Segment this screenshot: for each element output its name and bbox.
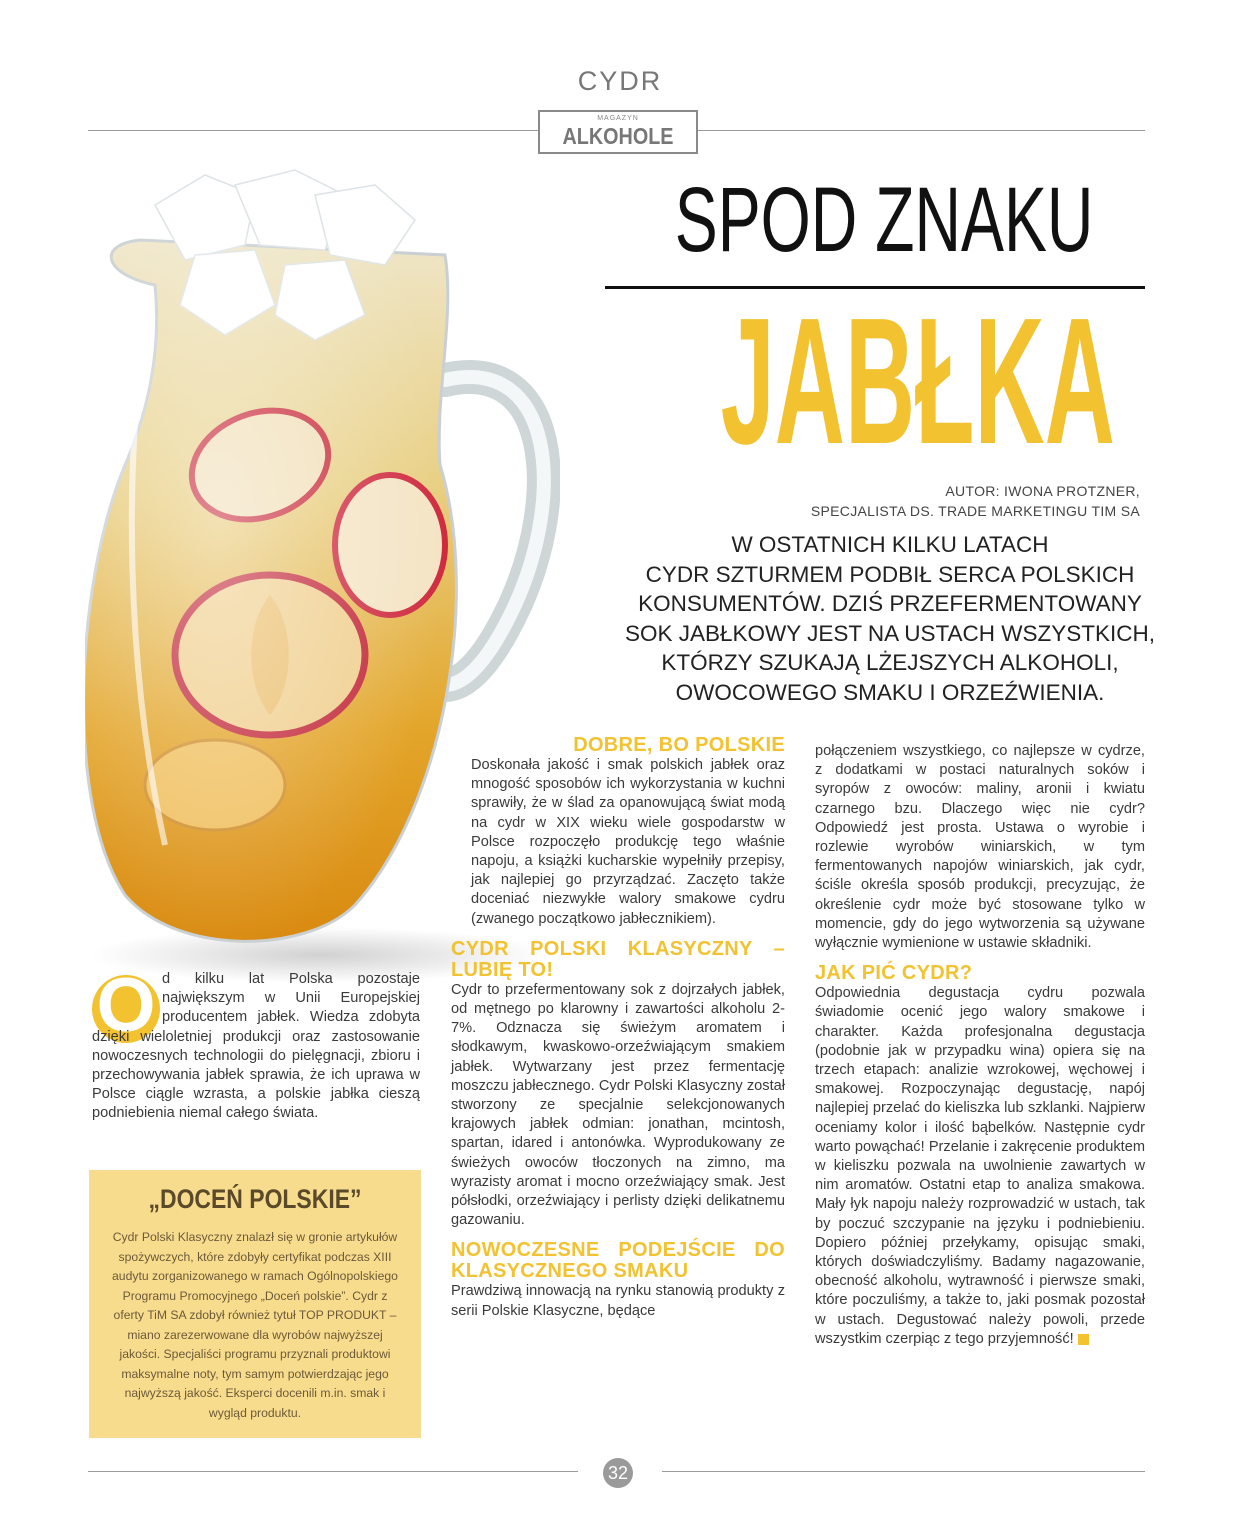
section-text: Doskonała jakość i smak polskich jabłek oraz mnogość sposobów ich wykorzystania w kuchni sprawiły, że w ślad za opanowującą świat modą na cydr w XIX wieku wiele gospodarstw w Polsce rozpoczęło produkcję tego właśnie napoju, a książki kucharskie wypełniły przepisy, jak najlepiej go przyrządzać. Zaczęto także doceniać niezwykłe walory smakowe cydru (zwanego początkowo jabłecznikiem). xyxy=(471,757,785,927)
magazine-logo xyxy=(538,110,698,154)
section-text-body: Odpowiednia degustacja cydru pozwala świadomie ocenić jego walory smakowe i charakter. Każda profesjonalna degustacja (podobnie jak w przypadku wina) opiera się na trzech etapach: analizie wzrokowej, węchowej i smakowej. Rozpoczynając degustację, napój najlepiej przelać do kieliszka lub szklanki. Najpierw oceniamy kolor i ilość bąbelków. Następnie cydr warto powąchać! Przelanie i zakręcenie produktem w kieliszku pozwala na uwolnienie zawartych w nim aromatów. Ostatni etap to analiza smakowa. Mały łyk napoju należy rozprowadzić w ustach, tak by poczuć szczypanie na języku i podniebieniu. Dopiero później przełykamy, opisując smaki, których doświadczyliśmy. Badamy nagazowanie, obecność alkoholu, wytrawność i pierwsze smaki, które poczuliśmy, a także to, jaki posmak pozostał w ustach. Degustować należy powoli, przede wszystkim czerpiąc z tego przyjemność! xyxy=(815,985,1145,1347)
title-line2: JABŁKA xyxy=(720,281,1115,482)
section-text: Prawdziwą innowacją na rynku stanowią produkty z serii Polskie Klasyczne, będące xyxy=(451,1283,785,1319)
page-number: 32 xyxy=(603,1458,633,1488)
section-heading: JAK PIĆ CYDR? xyxy=(815,962,973,985)
column-right xyxy=(815,742,1145,1349)
sidebar-box-text: Cydr Polski Klasyczny znalazł się w gronie artykułów spożywczych, które zdobyły certyfikat podczas XIII audytu zorganizowanego w ramach Ogólnopolskiego Programu Promocyjnego „Doceń polskie”. Cydr z oferty TiM SA zdobył również tytuł TOP PRODUKT – miano zarezerwowane dla wyrobów najwyższej jakości. Specjaliści programu przyznali produktowi maksymalne noty, tym samym potwierdzając jego najwyższą jakość. Eksperci docenili m.in. smak i wygląd produktu. xyxy=(112,1230,398,1420)
section-text: połączeniem wszystkiego, co najlepsze w cydrze, z dodatkami w postaci naturalnych soków i syropów z owoców: maliny, aronii i kwiatu czarnego bzu. Dlaczego więc nie cydr? Odpowiedź jest prosta. Ustawa o wyrobie i rozlewie wyrobów winiarskich, w tym fermentowanych napojów winiarskich, jak cydr, ściśle określa sposób produkcji, precyzując, że określenie cydr może być stosowane tylko w momencie, gdy do jego wytworzenia są używane wyłącznie wymienione w ustawie składniki. xyxy=(815,743,1145,952)
lead-line: SOK JABŁKOWY JEST NA USTACH WSZYSTKICH, xyxy=(624,620,1156,646)
drop-cap-letter: O xyxy=(96,963,156,1048)
lead-line: OWOCOWEGO SMAKU I ORZEŹWIENIA. xyxy=(675,679,1105,705)
lead-line: CYDR SZTURMEM PODBIŁ SERCA POLSKICH xyxy=(645,561,1135,587)
section-heading: CYDR POLSKI KLASYCZNY – LUBIĘ TO! xyxy=(451,937,785,981)
sidebar-box-title: „DOCEŃ POLSKIE” xyxy=(148,1184,362,1214)
lead-paragraph xyxy=(560,530,1220,707)
lead-line: KONSUMENTÓW. DZIŚ PRZEFERMENTOWANY xyxy=(638,591,1142,616)
section-text xyxy=(815,984,1145,1349)
end-mark-icon xyxy=(1078,1334,1089,1345)
author-credit xyxy=(811,481,1140,521)
author-title: SPECJALISTA DS. TRADE MARKETINGU TIM SA xyxy=(810,503,1140,519)
column-middle xyxy=(451,735,785,1321)
section-heading: NOWOCZESNE PODEJŚCIE DO KLASYCZNEGO SMAKU xyxy=(451,1239,785,1283)
intro-text: d kilku lat Polska pozostaje największym w Unii Europejskiej producentem jabłek. Wiedza zdobyta dzięki wieloletniej produkcji oraz zastosowanie nowoczesnych technologii do pielęgnacji, zbioru i przechowywania jabłek sprawia, że ich uprawa w Polsce ciągle wzrasta, a polskie jabłka cieszą podniebienia niemal całego świata. xyxy=(92,971,420,1122)
intro-paragraph xyxy=(92,970,420,1124)
section-text: Cydr to przefermentowany sok z dojrzałych jabłek, od mętnego po klarowny i zawartości alkoholu 2-7%. Odznacza się świeżym aromatem i słodkawym, kwaskowo-orzeźwiającym smakiem jabłek. Wytwarzany jest przez fermentację moszczu jabłecznego. Cydr Polski Klasyczny został stworzony ze specjalnie selekcjonowanych krajowych jabłek odmian: jonathan, mcintosh, spartan, idared i antonówka. Wyprodukowany ze świeżych owoców tłoczonych na zimno, ma wyrazisty aromat i mocno orzeźwiający smak. Jest półsłodki, orzeźwiający i perlisty dzięki delikatnemu gazowaniu. xyxy=(451,981,785,1229)
footer-rule xyxy=(88,1471,578,1472)
section-label: CYDR xyxy=(577,66,663,96)
magazine-logo-small: MAGAZYN xyxy=(597,115,639,122)
lead-line: W OSTATNICH KILKU LATACH xyxy=(731,532,1049,557)
magazine-logo-name: ALKOHOLE xyxy=(562,123,674,149)
section-heading: DOBRE, BO POLSKIE xyxy=(573,734,785,756)
title-line1: SPOD ZNAKU xyxy=(674,169,1094,271)
author-name: AUTOR: IWONA PROTZNER, xyxy=(945,483,1140,499)
footer-rule xyxy=(662,1471,1145,1472)
lead-line: KTÓRZY SZUKAJĄ LŻEJSZYCH ALKOHOLI, xyxy=(661,650,1119,675)
